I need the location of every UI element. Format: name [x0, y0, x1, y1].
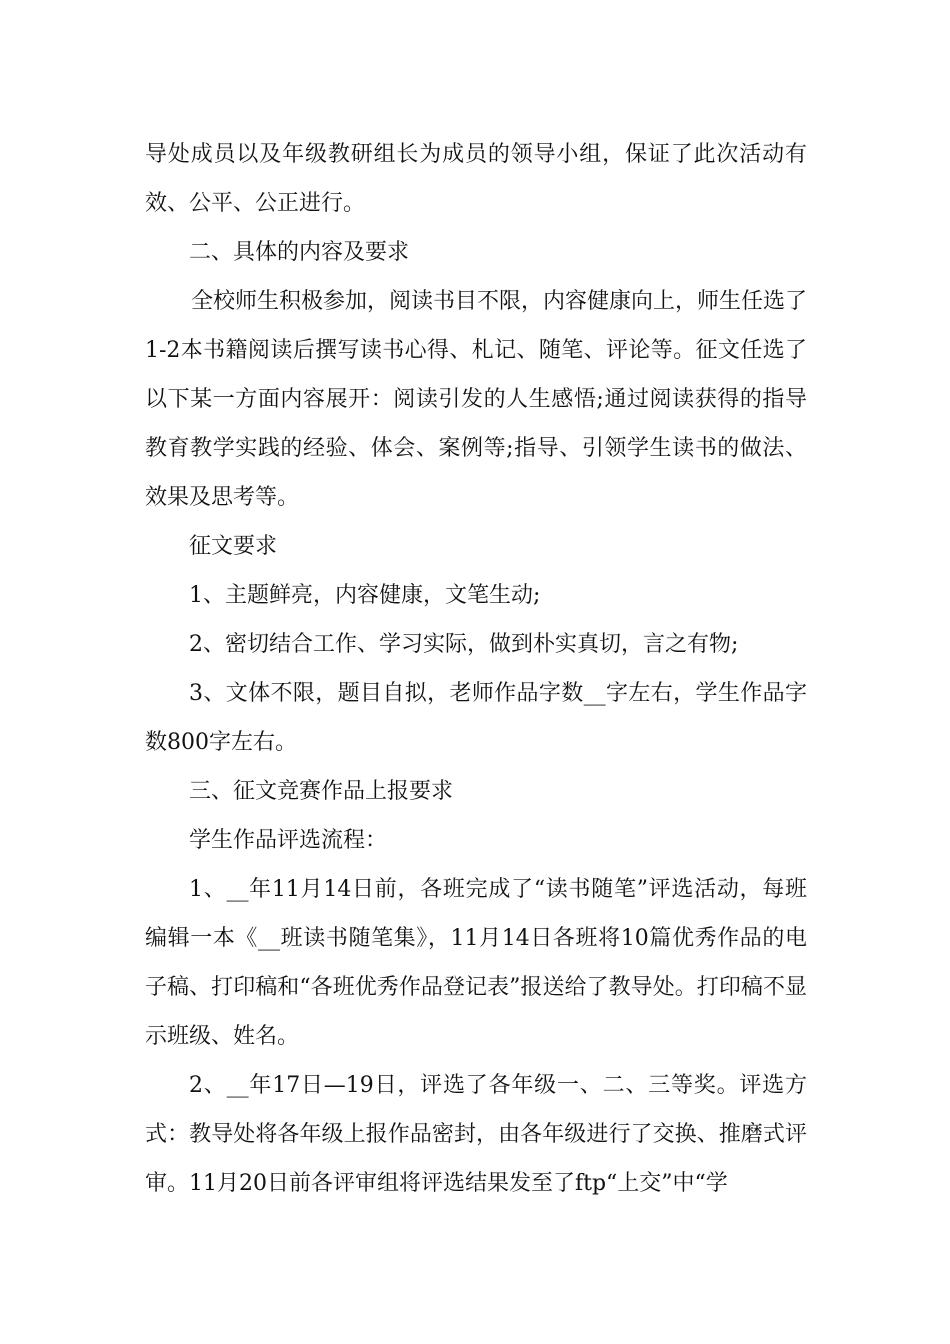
paragraph-participation: 全校师生积极参加，阅读书目不限，内容健康向上，师生任选了1-2本书籍阅读后撰写读书心得、札记、随笔、评论等。征文任选了以下某一方面内容展开：阅读引发的人生感悟;通过阅读获得的指导教育教学实践的经验、体会、案例等;指导、引领学生读书的做法、效果及思考等。 [145, 289, 808, 510]
requirement-item-3: 3、文体不限，题目自拟，老师作品字数__字左右，学生作品字数800字左右。 [145, 681, 807, 755]
section-heading-submission: 三、征文竞赛作品上报要求 [189, 779, 454, 804]
document-body [145, 130, 807, 1208]
section-heading-content-requirements: 二、具体的内容及要求 [189, 240, 410, 265]
requirement-item-1: 1、主题鲜亮，内容健康，文笔生动; [189, 583, 541, 608]
subheading-essay-requirements: 征文要求 [189, 534, 278, 559]
process-step-1: 1、__年11月14日前，各班完成了“读书随笔”评选活动，每班编辑一本《__班读书随笔集》，11月14日各班将10篇优秀作品的电子稿、打印稿和“各班优秀作品登记表”报送给了教导处。打印稿不显示班级、姓名。 [145, 877, 807, 1049]
requirement-item-2: 2、密切结合工作、学习实际，做到朴实真切，言之有物; [189, 632, 739, 657]
paragraph-leadership: 导处成员以及年级教研组长为成员的领导小组，保证了此次活动有效、公平、公正进行。 [145, 142, 807, 216]
process-step-2: 2、__年17日—19日，评选了各年级一、二、三等奖。评选方式：教导处将各年级上报作品密封，由各年级进行了交换、推磨式评审。11月20日前各评审组将评选结果发至了ftp“上交”中“学 [145, 1073, 807, 1196]
subheading-student-selection: 学生作品评选流程： [189, 828, 388, 853]
